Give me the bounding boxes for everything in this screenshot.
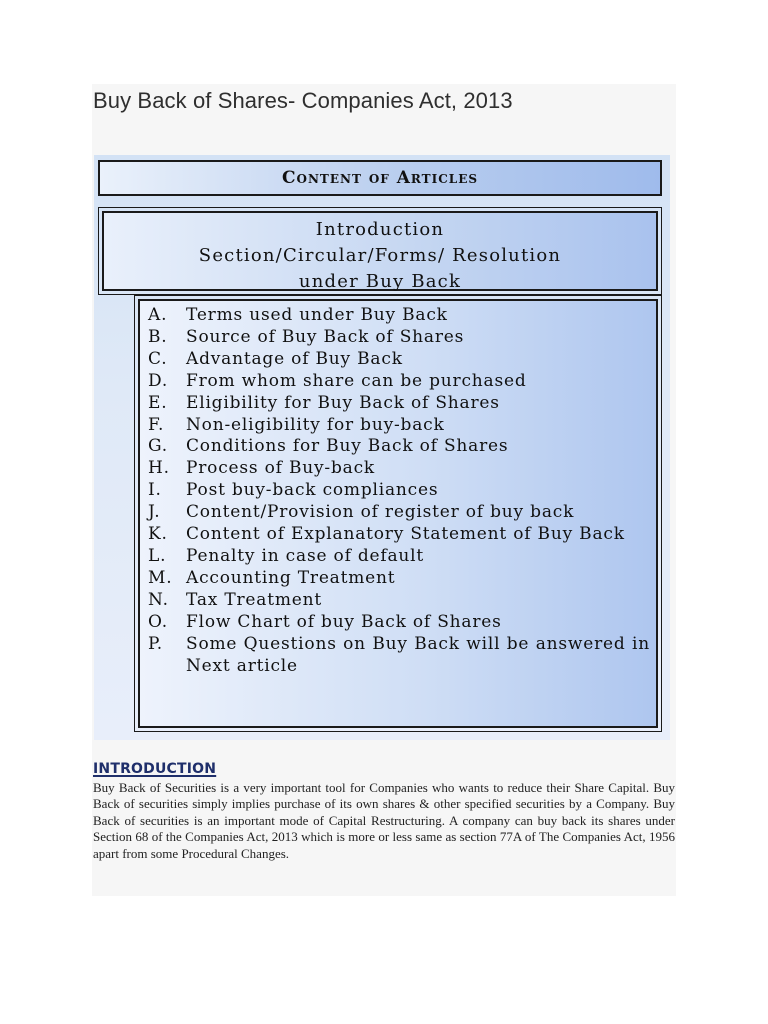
list-item-text: Non-eligibility for buy-back bbox=[186, 414, 445, 435]
list-item-letter: A. bbox=[148, 305, 168, 325]
intro-box-inner bbox=[102, 211, 658, 291]
list-item-letter: E. bbox=[148, 392, 168, 413]
list-item-letter: K. bbox=[148, 524, 168, 545]
list-item bbox=[148, 458, 650, 480]
list-item-text: Content/Provision of register of buy back bbox=[186, 502, 575, 523]
intro-line: Section/Circular/Forms/ Resolution bbox=[198, 245, 562, 266]
list-item bbox=[148, 546, 650, 568]
intro-box bbox=[98, 207, 662, 295]
list-item bbox=[148, 327, 650, 349]
list-item-letter: L. bbox=[148, 545, 167, 566]
list-item bbox=[148, 415, 650, 437]
list-item bbox=[148, 305, 650, 327]
contents-list bbox=[138, 299, 658, 728]
list-item-letter: F. bbox=[148, 414, 165, 435]
list-item-text: Source of Buy Back of Shares bbox=[186, 326, 465, 347]
list-item-text: From whom share can be purchased bbox=[186, 370, 527, 391]
list-item-text: Accounting Treatment bbox=[186, 567, 396, 588]
intro-line: under Buy Back bbox=[298, 271, 462, 292]
introduction-heading: INTRODUCTION bbox=[93, 761, 217, 777]
list-item-letter: B. bbox=[148, 326, 168, 347]
list-item-letter: M. bbox=[148, 567, 173, 588]
list-item-letter: O. bbox=[148, 611, 168, 632]
contents-header-text: Content of Articles bbox=[281, 168, 479, 188]
list-item-letter: I. bbox=[148, 480, 162, 501]
list-item bbox=[148, 568, 650, 590]
list-item-text: Terms used under Buy Back bbox=[186, 305, 448, 325]
list-item bbox=[148, 436, 650, 458]
contents-list-box bbox=[134, 295, 662, 732]
list-item bbox=[148, 393, 650, 415]
list-item-text: Conditions for Buy Back of Shares bbox=[186, 436, 509, 457]
list-item bbox=[148, 480, 650, 502]
list-item bbox=[148, 634, 650, 678]
list-item-letter: P. bbox=[148, 633, 163, 654]
list-item-text: Process of Buy-back bbox=[186, 458, 375, 479]
list-item bbox=[148, 612, 650, 634]
list-item bbox=[148, 349, 650, 371]
list-item-letter: J. bbox=[148, 502, 161, 523]
list-item-text: Penalty in case of default bbox=[186, 545, 425, 566]
list-item-text: Advantage of Buy Back bbox=[186, 348, 403, 369]
intro-line: Introduction bbox=[315, 219, 445, 240]
list-item-text: Some Questions on Buy Back will be answered in Next article bbox=[186, 633, 650, 676]
list-item-letter: N. bbox=[148, 589, 169, 610]
list-item-text: Post buy-back compliances bbox=[186, 480, 439, 501]
list-item-text: Content of Explanatory Statement of Buy Back bbox=[186, 524, 625, 545]
list-item-text: Tax Treatment bbox=[186, 589, 322, 610]
list-item-letter: H. bbox=[148, 458, 170, 479]
list-item bbox=[148, 371, 650, 393]
list-item-letter: G. bbox=[148, 436, 168, 457]
introduction-paragraph: Buy Back of Securities is a very important tool for Companies who wants to reduce their Share Capital. Buy Back of securities simply implies purchase of its own shares & other specified securities by a Company. Buy Back of securities is an important mode of Capital Restructuring. A company can buy back its shares under Section 68 of the Companies Act, 2013 which is more or less same as section 77A of The Companies Act, 1956 apart from some Procedural Changes. bbox=[93, 780, 675, 861]
list-item-text: Eligibility for Buy Back of Shares bbox=[186, 392, 500, 413]
contents-image bbox=[94, 155, 670, 740]
list-item bbox=[148, 590, 650, 612]
page-title: Buy Back of Shares- Companies Act, 2013 bbox=[93, 88, 513, 113]
list-item-letter: D. bbox=[148, 370, 169, 391]
list-item bbox=[148, 502, 650, 524]
list-item-letter: C. bbox=[148, 348, 168, 369]
contents-header-box bbox=[98, 160, 662, 196]
list-item bbox=[148, 524, 650, 546]
list-item-text: Flow Chart of buy Back of Shares bbox=[186, 611, 502, 632]
